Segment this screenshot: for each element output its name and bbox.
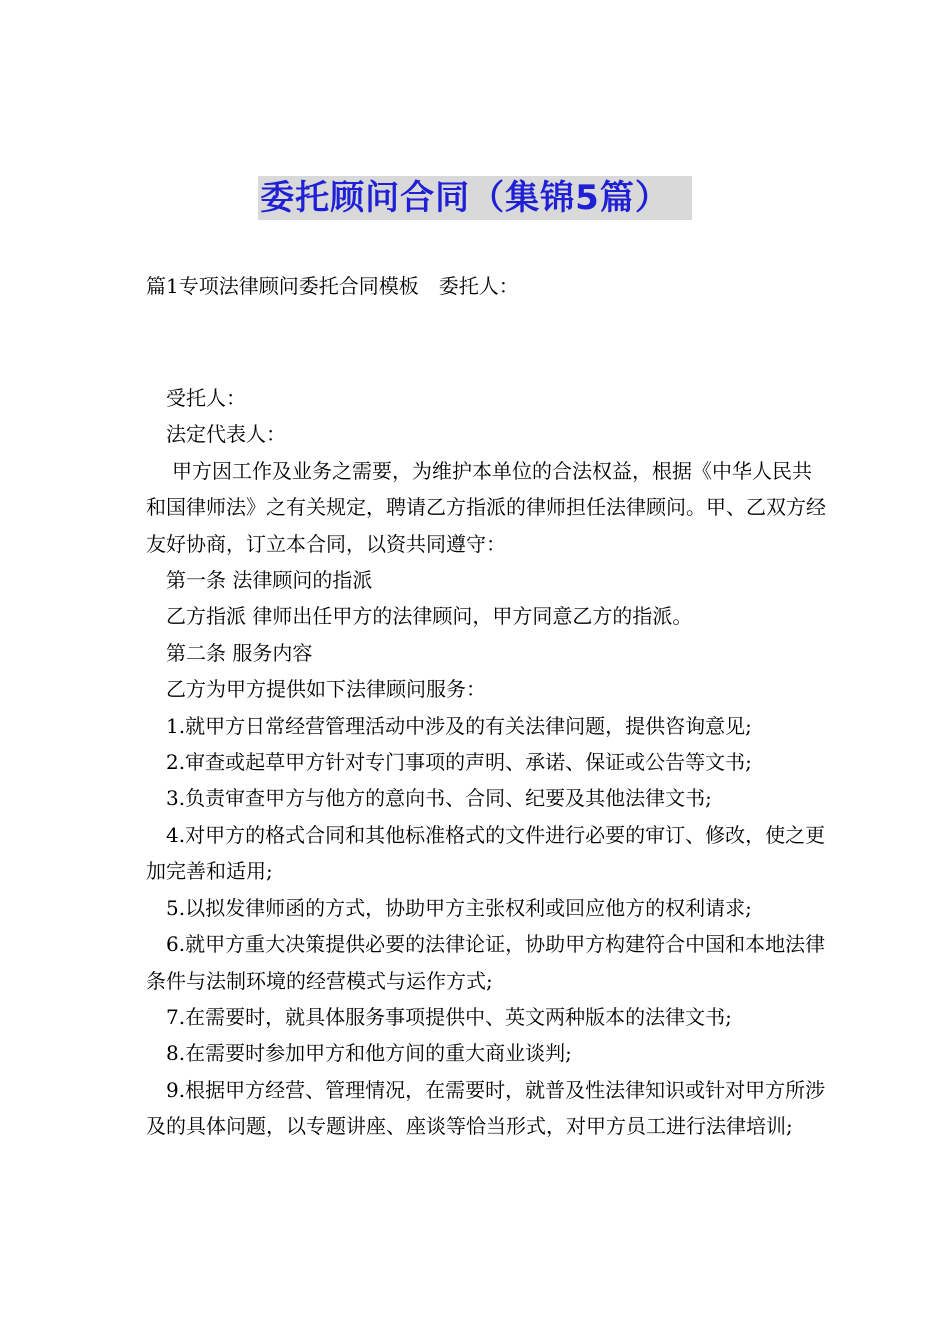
list-item-7: 7.在需要时，就具体服务事项提供中、英文两种版本的法律文书; [166,1004,732,1029]
section-heading: 篇1专项法律顾问委托合同模板 委托人： [146,274,519,298]
title-container [0,176,950,220]
list-item-4: 4.对甲方的格式合同和其他标准格式的文件进行必要的审订、修改，使之更加完善和适用; [146,822,826,884]
document-body [146,380,826,1145]
list-item-9: 9.根据甲方经营、管理情况，在需要时，就普及性法律知识或针对甲方所涉及的具体问题，以专题讲座、座谈等恰当形式，对甲方员工进行法律培训; [146,1077,826,1139]
list-item-6: 6.就甲方重大决策提供必要的法律论证，协助甲方构建符合中国和本地法律条件与法制环境的经营模式与运作方式; [146,932,826,993]
list-item-5: 5.以拟发律师函的方式，协助甲方主张权利或回应他方的权利请求; [166,895,752,920]
paragraph-article-1-title: 第一条 法律顾问的指派 [166,568,373,593]
list-item-1: 1.就甲方日常经营管理活动中涉及的有关法律问题，提供咨询意见; [166,713,752,738]
list-item-3: 3.负责审查甲方与他方的意向书、合同、纪要及其他法律文书; [166,786,712,811]
paragraph-article-2-intro: 乙方为甲方提供如下法律顾问服务： [166,677,486,702]
paragraph-trustee: 受托人： [166,386,246,410]
list-item-8: 8.在需要时参加甲方和他方间的重大商业谈判; [166,1041,572,1066]
paragraph-preamble: 甲方因工作及业务之需要，为维护本单位的合法权益，根据《中华人民共和国律师法》之有关规定，聘请乙方指派的律师担任法律顾问。甲、乙双方经友好协商，订立本合同，以资共同遵守： [146,458,826,556]
paragraph-article-1-body: 乙方指派 律师出任甲方的法律顾问，甲方同意乙方的指派。 [166,604,693,629]
document-title: 委托顾问合同（集锦5篇） [258,176,692,220]
paragraph-article-2-title: 第二条 服务内容 [166,640,313,665]
paragraph-legal-representative: 法定代表人： [166,422,286,447]
list-item-2: 2.审查或起草甲方针对专门事项的声明、承诺、保证或公告等文书; [166,750,752,775]
